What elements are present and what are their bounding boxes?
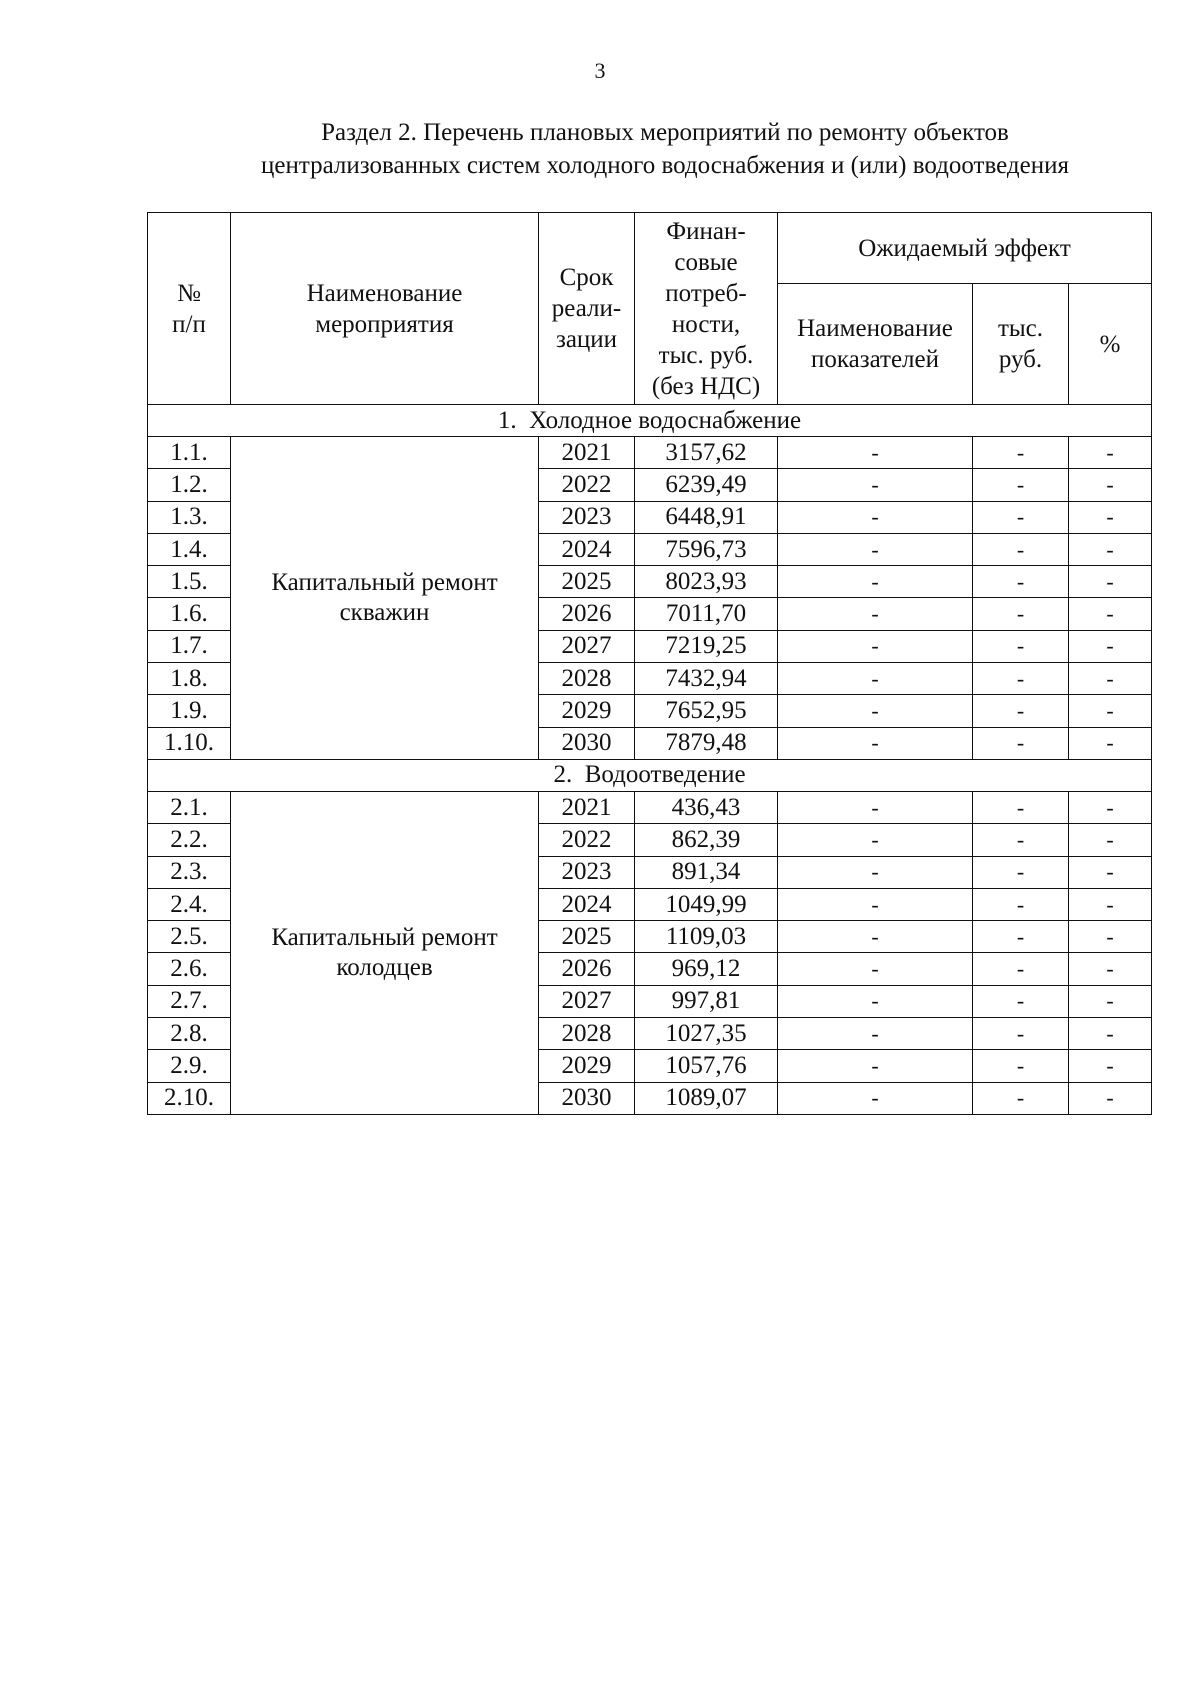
row-indicator: - xyxy=(778,469,973,501)
row-effect-percent: - xyxy=(1069,630,1152,662)
row-effect-percent: - xyxy=(1069,791,1152,823)
row-number: 1.6. xyxy=(148,598,231,630)
row-number: 1.4. xyxy=(148,533,231,565)
row-finance: 1089,07 xyxy=(635,1082,778,1114)
header-term: Срок реали- зации xyxy=(539,213,635,405)
row-finance: 1049,99 xyxy=(635,888,778,920)
row-indicator: - xyxy=(778,663,973,695)
row-indicator: - xyxy=(778,533,973,565)
row-effect-percent: - xyxy=(1069,566,1152,598)
row-year: 2028 xyxy=(539,663,635,695)
row-effect-percent: - xyxy=(1069,1050,1152,1082)
row-finance: 7432,94 xyxy=(635,663,778,695)
row-effect-percent: - xyxy=(1069,856,1152,888)
row-indicator: - xyxy=(778,598,973,630)
row-finance: 8023,93 xyxy=(635,566,778,598)
row-finance: 7011,70 xyxy=(635,598,778,630)
row-finance: 7596,73 xyxy=(635,533,778,565)
row-finance: 997,81 xyxy=(635,985,778,1017)
row-effect-rub: - xyxy=(973,695,1069,727)
row-effect-percent: - xyxy=(1069,1018,1152,1050)
row-effect-rub: - xyxy=(973,566,1069,598)
row-finance: 6448,91 xyxy=(635,501,778,533)
row-effect-percent: - xyxy=(1069,598,1152,630)
page-number: 3 xyxy=(594,58,606,83)
row-year: 2025 xyxy=(539,566,635,598)
section-row xyxy=(148,759,1152,791)
section-title: 2. Водоотведение xyxy=(148,759,1152,791)
row-number: 1.2. xyxy=(148,469,231,501)
header-indicator-name: Наименование показателей xyxy=(778,284,973,405)
row-number: 1.5. xyxy=(148,566,231,598)
row-indicator: - xyxy=(778,1082,973,1114)
row-number: 2.9. xyxy=(148,1050,231,1082)
row-effect-rub: - xyxy=(973,791,1069,823)
row-number: 1.10. xyxy=(148,727,231,759)
row-indicator: - xyxy=(778,695,973,727)
row-effect-rub: - xyxy=(973,1018,1069,1050)
row-effect-rub: - xyxy=(973,921,1069,953)
measure-name: Капитальный ремонт скважин xyxy=(231,437,539,760)
row-effect-rub: - xyxy=(973,727,1069,759)
row-indicator: - xyxy=(778,888,973,920)
header-measure-name: Наименование мероприятия xyxy=(231,213,539,405)
section-title: 1. Холодное водоснабжение xyxy=(148,405,1152,437)
row-effect-rub: - xyxy=(973,856,1069,888)
plan-table-body xyxy=(148,405,1152,1115)
row-effect-rub: - xyxy=(973,1050,1069,1082)
row-year: 2028 xyxy=(539,1018,635,1050)
row-indicator: - xyxy=(778,437,973,469)
row-indicator: - xyxy=(778,791,973,823)
row-effect-rub: - xyxy=(973,953,1069,985)
row-indicator: - xyxy=(778,953,973,985)
row-year: 2030 xyxy=(539,1082,635,1114)
row-year: 2022 xyxy=(539,824,635,856)
row-year: 2023 xyxy=(539,856,635,888)
row-effect-rub: - xyxy=(973,598,1069,630)
row-effect-percent: - xyxy=(1069,437,1152,469)
row-effect-percent: - xyxy=(1069,921,1152,953)
row-year: 2021 xyxy=(539,791,635,823)
row-indicator: - xyxy=(778,824,973,856)
row-indicator: - xyxy=(778,566,973,598)
row-number: 2.1. xyxy=(148,791,231,823)
document-heading xyxy=(120,116,1200,182)
row-indicator: - xyxy=(778,856,973,888)
header-effect-rub: тыс. руб. xyxy=(973,284,1069,405)
row-number: 2.6. xyxy=(148,953,231,985)
row-effect-percent: - xyxy=(1069,1082,1152,1114)
row-number: 2.10. xyxy=(148,1082,231,1114)
header-effect-percent: % xyxy=(1069,284,1152,405)
row-year: 2022 xyxy=(539,469,635,501)
row-finance: 862,39 xyxy=(635,824,778,856)
row-finance: 6239,49 xyxy=(635,469,778,501)
row-effect-rub: - xyxy=(973,533,1069,565)
row-number: 1.1. xyxy=(148,437,231,469)
row-finance: 436,43 xyxy=(635,791,778,823)
row-number: 2.5. xyxy=(148,921,231,953)
row-number: 2.4. xyxy=(148,888,231,920)
row-year: 2030 xyxy=(539,727,635,759)
heading-line-1: Раздел 2. Перечень плановых мероприятий по ремонту объектов xyxy=(321,119,1009,146)
row-effect-rub: - xyxy=(973,985,1069,1017)
row-finance: 7879,48 xyxy=(635,727,778,759)
row-effect-percent: - xyxy=(1069,953,1152,985)
row-effect-percent: - xyxy=(1069,824,1152,856)
header-finance: Финан- совые потреб- ности, тыс. руб. (без НДС) xyxy=(635,213,778,405)
row-number: 1.7. xyxy=(148,630,231,662)
row-effect-percent: - xyxy=(1069,695,1152,727)
heading-line-2: централизованных систем холодного водоснабжения и (или) водоотведения xyxy=(261,152,1069,179)
row-effect-rub: - xyxy=(973,663,1069,695)
row-effect-percent: - xyxy=(1069,985,1152,1017)
row-effect-percent: - xyxy=(1069,663,1152,695)
row-year: 2026 xyxy=(539,598,635,630)
row-indicator: - xyxy=(778,501,973,533)
plan-table xyxy=(147,212,1152,1115)
row-number: 1.3. xyxy=(148,501,231,533)
row-indicator: - xyxy=(778,921,973,953)
row-year: 2029 xyxy=(539,1050,635,1082)
section-row xyxy=(148,405,1152,437)
row-indicator: - xyxy=(778,727,973,759)
row-number: 2.7. xyxy=(148,985,231,1017)
row-number: 1.9. xyxy=(148,695,231,727)
row-effect-percent: - xyxy=(1069,501,1152,533)
row-effect-rub: - xyxy=(973,888,1069,920)
row-year: 2025 xyxy=(539,921,635,953)
row-finance: 7219,25 xyxy=(635,630,778,662)
row-year: 2024 xyxy=(539,888,635,920)
row-indicator: - xyxy=(778,985,973,1017)
row-year: 2027 xyxy=(539,985,635,1017)
row-number: 2.3. xyxy=(148,856,231,888)
row-finance: 7652,95 xyxy=(635,695,778,727)
row-effect-percent: - xyxy=(1069,533,1152,565)
row-year: 2024 xyxy=(539,533,635,565)
row-year: 2027 xyxy=(539,630,635,662)
header-expected-effect: Ожидаемый эффект xyxy=(778,213,1152,284)
row-year: 2026 xyxy=(539,953,635,985)
header-number: № п/п xyxy=(148,213,231,405)
row-number: 1.8. xyxy=(148,663,231,695)
row-effect-rub: - xyxy=(973,437,1069,469)
row-indicator: - xyxy=(778,1050,973,1082)
row-effect-rub: - xyxy=(973,469,1069,501)
table-row xyxy=(148,791,1152,823)
row-year: 2029 xyxy=(539,695,635,727)
row-finance: 891,34 xyxy=(635,856,778,888)
row-effect-rub: - xyxy=(973,1082,1069,1114)
row-finance: 1057,76 xyxy=(635,1050,778,1082)
row-effect-rub: - xyxy=(973,501,1069,533)
row-effect-rub: - xyxy=(973,630,1069,662)
row-number: 2.8. xyxy=(148,1018,231,1050)
table-row xyxy=(148,437,1152,469)
row-finance: 969,12 xyxy=(635,953,778,985)
row-indicator: - xyxy=(778,630,973,662)
row-effect-percent: - xyxy=(1069,727,1152,759)
row-effect-percent: - xyxy=(1069,888,1152,920)
row-finance: 3157,62 xyxy=(635,437,778,469)
row-effect-rub: - xyxy=(973,824,1069,856)
row-year: 2023 xyxy=(539,501,635,533)
row-finance: 1109,03 xyxy=(635,921,778,953)
row-indicator: - xyxy=(778,1018,973,1050)
measure-name: Капитальный ремонт колодцев xyxy=(231,791,539,1114)
row-effect-percent: - xyxy=(1069,469,1152,501)
row-year: 2021 xyxy=(539,437,635,469)
row-finance: 1027,35 xyxy=(635,1018,778,1050)
row-number: 2.2. xyxy=(148,824,231,856)
